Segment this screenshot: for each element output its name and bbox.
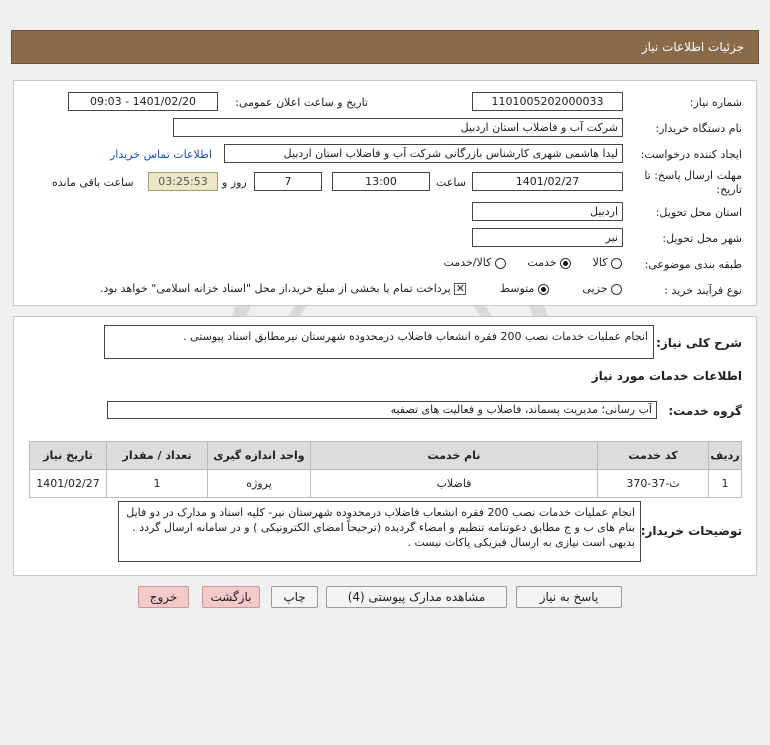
buyer-label: نام دستگاه خریدار: bbox=[655, 122, 742, 135]
category-radio-group bbox=[444, 256, 623, 269]
col-date-header: تاریخ نیاز bbox=[30, 442, 107, 470]
deadline-date-field[interactable]: 1401/02/27 bbox=[472, 172, 623, 191]
remaining-label: ساعت باقی مانده bbox=[52, 176, 134, 189]
category-goods-service-radio[interactable] bbox=[495, 258, 506, 269]
category-goods-label: کالا bbox=[592, 256, 608, 269]
deadline-time-label: ساعت bbox=[436, 176, 466, 189]
treasury-payment-note: پرداخت تمام یا بخشی از مبلغ خرید،از محل "اسناد خزانه اسلامی" خواهد بود. bbox=[100, 282, 451, 295]
process-minor-label: جزیی bbox=[582, 282, 608, 295]
view-documents-button[interactable]: مشاهده مدارک پیوستی (4) bbox=[326, 586, 507, 608]
services-heading: اطلاعات خدمات مورد نیاز bbox=[591, 369, 742, 383]
creator-label: ایجاد کننده درخواست: bbox=[640, 148, 742, 161]
service-group-label: گروه خدمت: bbox=[668, 404, 742, 418]
process-label: نوع فرآیند خرید : bbox=[664, 284, 742, 297]
province-label: استان محل تحویل: bbox=[655, 206, 742, 219]
deadline-time-field[interactable]: 13:00 bbox=[332, 172, 430, 191]
need-number-field[interactable]: 1101005202000033 bbox=[472, 92, 623, 111]
col-code-header: کد خدمت bbox=[598, 442, 709, 470]
category-goods-service-label: کالا/خدمت bbox=[443, 256, 492, 269]
col-row-header: ردیف bbox=[709, 442, 742, 470]
buyer-notes-box[interactable]: انجام عملیات خدمات نصب 200 فقره انشعاب فاضلاب درمحدوده شهرستان نیر- کلیه اسناد و مدارک در دو فایل بنام های ب و ج مطابق دعوتنامه تنظیم و امضاء گردیده (ترجیحاً امضای الکترونیکی ) و در سامانه ارسال گردد . بدیهی است نیازی به ارسال فیزیکی پاکات نیست . bbox=[118, 501, 641, 562]
exit-button[interactable]: خروج bbox=[138, 586, 189, 608]
category-label: طبقه بندی موضوعی: bbox=[644, 258, 742, 271]
deadline-label: مهلت ارسال پاسخ: تا bbox=[644, 169, 742, 182]
deadline-label-date: تاریخ: bbox=[716, 183, 742, 196]
cell-name: فاضلاب bbox=[311, 470, 598, 498]
process-radio-group bbox=[100, 282, 622, 295]
buyer-notes-label: توضیحات خریدار: bbox=[640, 524, 742, 538]
process-medium-label: متوسط bbox=[499, 282, 535, 295]
days-label: روز و bbox=[222, 176, 247, 189]
category-service-radio[interactable] bbox=[560, 258, 571, 269]
cell-row: 1 bbox=[709, 470, 742, 498]
cell-unit: پروژه bbox=[208, 470, 311, 498]
table-header-row bbox=[30, 442, 742, 470]
reply-button[interactable]: پاسخ به نیاز bbox=[516, 586, 622, 608]
buyer-field[interactable]: شرکت آب و فاضلاب استان اردبیل bbox=[173, 118, 623, 137]
general-desc-box[interactable]: انجام عملیات خدمات نصب 200 فقره انشعاب فاضلاب درمحدوده شهرستان نیرمطابق اسناد پیوستی . bbox=[104, 325, 654, 359]
need-number-label: شماره نیاز: bbox=[689, 96, 742, 109]
services-table bbox=[29, 441, 742, 498]
category-service-label: خدمت bbox=[527, 256, 557, 269]
window-title: جزئیات اطلاعات نیاز bbox=[11, 30, 759, 64]
process-minor-radio[interactable] bbox=[611, 284, 622, 295]
col-name-header: نام خدمت bbox=[311, 442, 598, 470]
cell-qty: 1 bbox=[107, 470, 208, 498]
days-field[interactable]: 7 bbox=[254, 172, 322, 191]
col-unit-header: واحد اندازه گیری bbox=[208, 442, 311, 470]
announce-label: تاریخ و ساعت اعلان عمومی: bbox=[235, 96, 368, 109]
cell-date: 1401/02/27 bbox=[30, 470, 107, 498]
treasury-payment-checkbox[interactable]: ✕ bbox=[455, 282, 465, 295]
table-row[interactable] bbox=[30, 470, 742, 498]
creator-field[interactable]: لیدا هاشمی شهری کارشناس بازرگانی شرکت آب و فاضلاب استان اردبیل bbox=[224, 144, 623, 163]
buyer-contact-link[interactable]: اطلاعات تماس خریدار bbox=[110, 148, 212, 161]
back-button[interactable]: بازگشت bbox=[202, 586, 260, 608]
province-field[interactable]: اردبیل bbox=[472, 202, 623, 221]
category-goods-radio[interactable] bbox=[611, 258, 622, 269]
city-field[interactable]: نیر bbox=[472, 228, 623, 247]
general-desc-label: شرح کلی نیاز: bbox=[656, 336, 742, 350]
cell-code: ث-37-370 bbox=[598, 470, 709, 498]
city-label: شهر محل تحویل: bbox=[662, 232, 742, 245]
service-group-field[interactable]: آب رسانی؛ مدیریت پسماند، فاضلاب و فعالیت های تصفیه bbox=[107, 401, 657, 419]
col-qty-header: تعداد / مقدار bbox=[107, 442, 208, 470]
details-panel bbox=[13, 80, 757, 306]
remaining-time-field: 03:25:53 bbox=[148, 172, 218, 191]
announce-datetime-field[interactable]: 1401/02/20 - 09:03 bbox=[68, 92, 218, 111]
print-button[interactable]: چاپ bbox=[271, 586, 318, 608]
process-medium-radio[interactable] bbox=[538, 284, 549, 295]
